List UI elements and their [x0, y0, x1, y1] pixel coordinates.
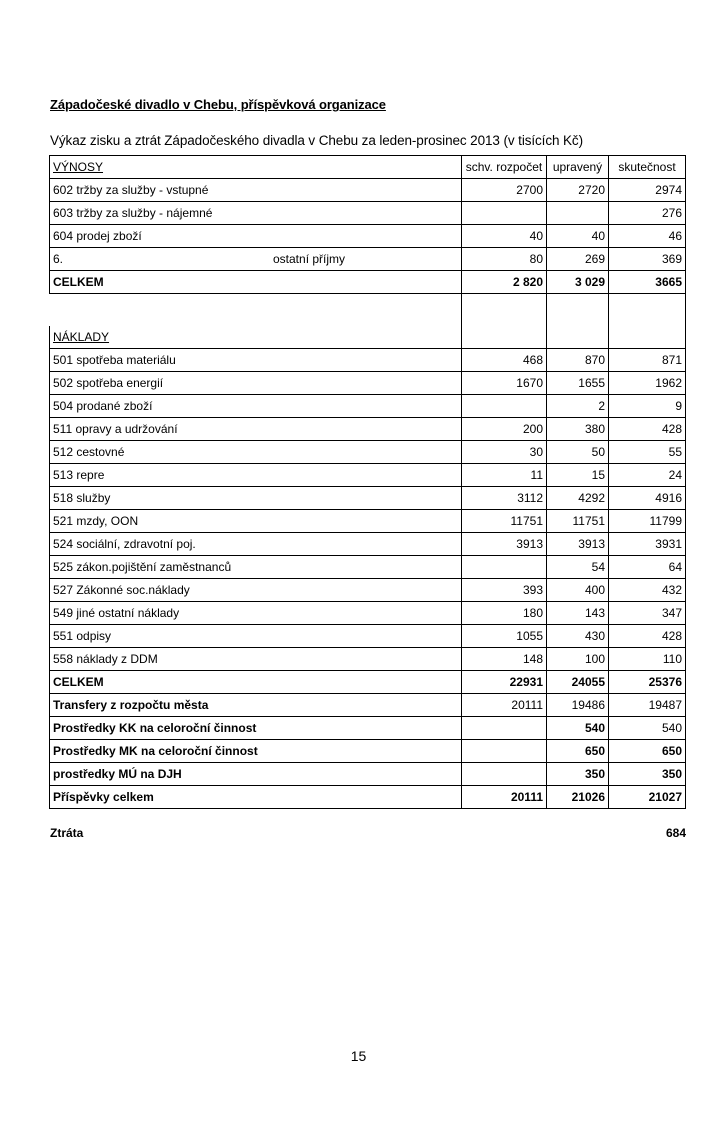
cell-actual: 25376 — [609, 671, 686, 694]
cell-approved: 393 — [462, 579, 547, 602]
header-row — [50, 156, 686, 179]
row-label: 603 tržby za služby - nájemné — [50, 202, 462, 225]
cell-actual: 19487 — [609, 694, 686, 717]
cell-actual: 55 — [609, 441, 686, 464]
cell-adjusted — [547, 202, 609, 225]
table-row — [50, 372, 686, 395]
cell-approved: 80 — [462, 248, 547, 271]
table-row — [50, 179, 686, 202]
cell-approved: 3913 — [462, 533, 547, 556]
table-row — [50, 510, 686, 533]
cell-actual: 350 — [609, 763, 686, 786]
cell-adjusted: 143 — [547, 602, 609, 625]
cell-adjusted: 19486 — [547, 694, 609, 717]
table-row — [50, 487, 686, 510]
cell-adjusted: 4292 — [547, 487, 609, 510]
cell-adjusted: 3913 — [547, 533, 609, 556]
cell-adjusted: 3 029 — [547, 271, 609, 294]
cell-actual: 1962 — [609, 372, 686, 395]
cell-actual: 871 — [609, 349, 686, 372]
table-row — [50, 225, 686, 248]
cell-approved: 20111 — [462, 694, 547, 717]
costs-section-label: NÁKLADY — [50, 326, 462, 349]
spacer-cell — [462, 294, 547, 327]
spacer-row — [50, 294, 686, 327]
cell-adjusted: 15 — [547, 464, 609, 487]
cell-approved: 22931 — [462, 671, 547, 694]
cell-adjusted: 100 — [547, 648, 609, 671]
costs-header-row — [50, 326, 686, 349]
cell-adjusted: 50 — [547, 441, 609, 464]
empty-cell — [547, 326, 609, 349]
cell-approved — [462, 395, 547, 418]
column-header-adjusted: upravený — [547, 156, 609, 179]
profit-loss-table — [49, 155, 686, 809]
row-label: CELKEM — [50, 671, 462, 694]
row-label: 604 prodej zboží — [50, 225, 462, 248]
row-label: 512 cestovné — [50, 441, 462, 464]
cell-adjusted: 380 — [547, 418, 609, 441]
column-header-approved-budget: schv. rozpočet — [462, 156, 547, 179]
cell-adjusted: 870 — [547, 349, 609, 372]
row-label: prostředky MÚ na DJH — [50, 763, 462, 786]
row-label: 521 mzdy, OON — [50, 510, 462, 533]
row-label: 524 sociální, zdravotní poj. — [50, 533, 462, 556]
column-header-actual: skutečnost — [609, 156, 686, 179]
funding-row — [50, 740, 686, 763]
row-label: Prostředky MK na celoroční činnost — [50, 740, 462, 763]
cell-actual: 21027 — [609, 786, 686, 809]
table-row — [50, 464, 686, 487]
cell-approved — [462, 740, 547, 763]
cell-adjusted: 2 — [547, 395, 609, 418]
cell-approved: 2700 — [462, 179, 547, 202]
spacer-cell — [547, 294, 609, 327]
cell-actual: 432 — [609, 579, 686, 602]
cell-actual: 24 — [609, 464, 686, 487]
cell-actual: 347 — [609, 602, 686, 625]
cell-approved: 30 — [462, 441, 547, 464]
cell-adjusted: 400 — [547, 579, 609, 602]
empty-cell — [462, 326, 547, 349]
cell-approved: 11751 — [462, 510, 547, 533]
cell-actual: 64 — [609, 556, 686, 579]
table-row — [50, 441, 686, 464]
cell-adjusted: 269 — [547, 248, 609, 271]
cell-actual: 46 — [609, 225, 686, 248]
loss-value: 684 — [665, 826, 686, 840]
cell-approved: 1055 — [462, 625, 547, 648]
report-title: Výkaz zisku a ztrát Západočeského divadla v Chebu za leden-prosinec 2013 (v tisících Kč) — [50, 133, 583, 148]
cell-actual: 276 — [609, 202, 686, 225]
row-label: 502 spotřeba energií — [50, 372, 462, 395]
costs-total-row — [50, 671, 686, 694]
row-label — [50, 248, 462, 271]
spacer-cell — [50, 294, 462, 327]
table-row — [50, 579, 686, 602]
cell-actual: 540 — [609, 717, 686, 740]
cell-approved: 1670 — [462, 372, 547, 395]
revenues-total-row — [50, 271, 686, 294]
row-label: Prostředky KK na celoroční činnost — [50, 717, 462, 740]
table-row — [50, 625, 686, 648]
table-row — [50, 648, 686, 671]
cell-adjusted: 650 — [547, 740, 609, 763]
cell-actual: 650 — [609, 740, 686, 763]
row-label: 504 prodané zboží — [50, 395, 462, 418]
revenues-section-label: VÝNOSY — [50, 156, 462, 179]
cell-adjusted: 11751 — [547, 510, 609, 533]
cell-actual: 3665 — [609, 271, 686, 294]
cell-approved: 40 — [462, 225, 547, 248]
cell-approved: 180 — [462, 602, 547, 625]
row-label: Transfery z rozpočtu města — [50, 694, 462, 717]
row-label: 518 služby — [50, 487, 462, 510]
row-code: 6. — [53, 252, 64, 266]
cell-actual: 9 — [609, 395, 686, 418]
cell-actual: 110 — [609, 648, 686, 671]
funding-row — [50, 717, 686, 740]
cell-approved — [462, 202, 547, 225]
cell-adjusted: 21026 — [547, 786, 609, 809]
empty-cell — [609, 326, 686, 349]
cell-actual: 4916 — [609, 487, 686, 510]
row-label: 525 zákon.pojištění zaměstnanců — [50, 556, 462, 579]
table-row — [50, 602, 686, 625]
cell-actual: 11799 — [609, 510, 686, 533]
row-label: 501 spotřeba materiálu — [50, 349, 462, 372]
cell-adjusted: 24055 — [547, 671, 609, 694]
table-row — [50, 556, 686, 579]
row-label: 527 Zákonné soc.náklady — [50, 579, 462, 602]
cell-actual: 369 — [609, 248, 686, 271]
cell-actual: 428 — [609, 418, 686, 441]
funding-row — [50, 763, 686, 786]
row-label: 513 repre — [50, 464, 462, 487]
cell-adjusted: 350 — [547, 763, 609, 786]
organization-title: Západočeské divadlo v Chebu, příspěvková organizace — [50, 97, 386, 112]
row-label: Příspěvky celkem — [50, 786, 462, 809]
cell-actual: 2974 — [609, 179, 686, 202]
table-row — [50, 248, 686, 271]
row-label: 602 tržby za služby - vstupné — [50, 179, 462, 202]
cell-approved — [462, 556, 547, 579]
table-row — [50, 533, 686, 556]
cell-adjusted: 2720 — [547, 179, 609, 202]
page-number: 15 — [350, 1048, 367, 1064]
row-label: 549 jiné ostatní náklady — [50, 602, 462, 625]
cell-adjusted: 540 — [547, 717, 609, 740]
cell-adjusted: 1655 — [547, 372, 609, 395]
cell-approved — [462, 763, 547, 786]
table-row — [50, 395, 686, 418]
table-row — [50, 349, 686, 372]
transfers-row — [50, 694, 686, 717]
cell-adjusted: 40 — [547, 225, 609, 248]
row-label: CELKEM — [50, 271, 462, 294]
table-row — [50, 202, 686, 225]
row-label: 558 náklady z DDM — [50, 648, 462, 671]
contributions-total-row — [50, 786, 686, 809]
cell-approved: 200 — [462, 418, 547, 441]
cell-approved: 11 — [462, 464, 547, 487]
cell-actual: 3931 — [609, 533, 686, 556]
cell-adjusted: 54 — [547, 556, 609, 579]
row-label: 511 opravy a udržování — [50, 418, 462, 441]
cell-approved: 20111 — [462, 786, 547, 809]
cell-approved: 468 — [462, 349, 547, 372]
table-row — [50, 418, 686, 441]
cell-approved — [462, 717, 547, 740]
loss-label: Ztráta — [50, 826, 84, 840]
cell-approved: 3112 — [462, 487, 547, 510]
row-label-text: ostatní příjmy — [273, 252, 346, 266]
spacer-cell — [609, 294, 686, 327]
row-label: 551 odpisy — [50, 625, 462, 648]
cell-adjusted: 430 — [547, 625, 609, 648]
cell-approved: 148 — [462, 648, 547, 671]
cell-actual: 428 — [609, 625, 686, 648]
cell-approved: 2 820 — [462, 271, 547, 294]
